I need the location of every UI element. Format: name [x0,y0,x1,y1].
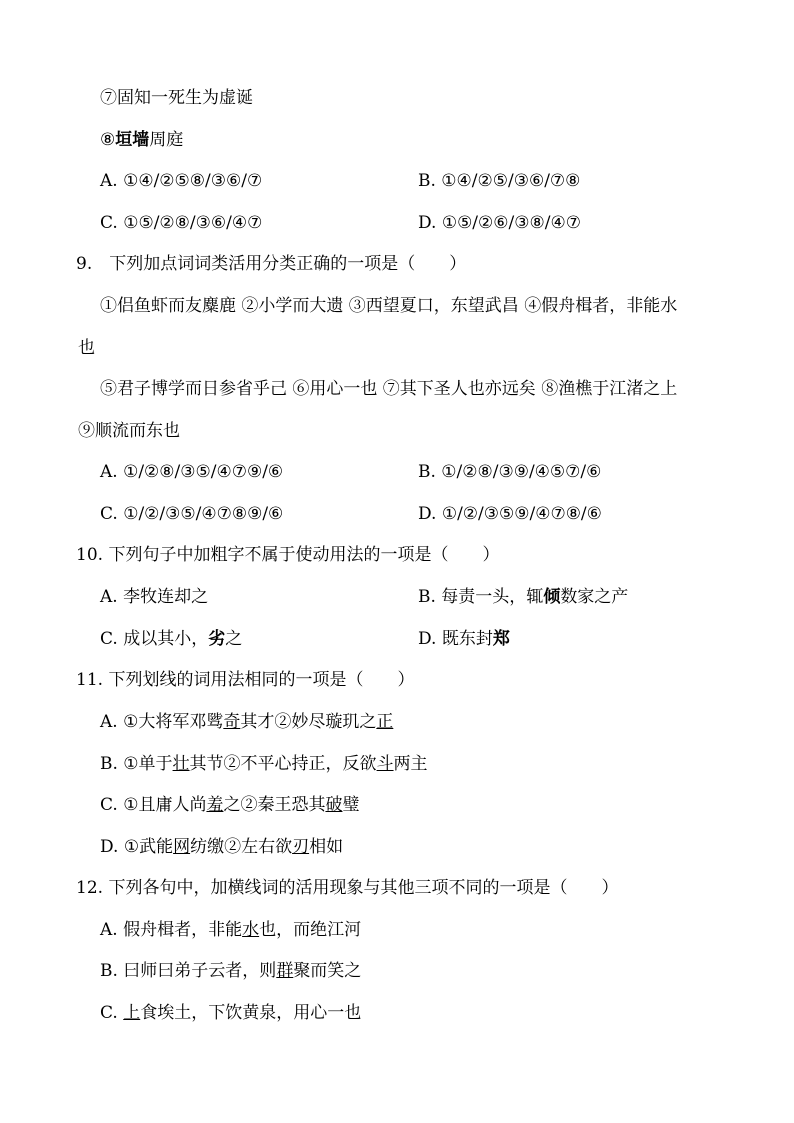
q9-option-c: C. ①/②/③⑤/④⑦⑧⑨/⑥ [100,504,284,524]
q11-option-c: C. ①且庸人尚羞之②秦王恐其破璧 [100,795,360,815]
underlined-word: 上 [123,1003,141,1023]
underlined-word: 刃 [292,837,310,857]
underlined-word: 网 [173,837,191,857]
underlined-word: 破 [325,795,343,815]
q12-option-b: B. 曰师曰弟子云者，则群聚而笑之 [100,961,362,981]
q9-option-b: B. ①/②⑧/③⑨/④⑤⑦/⑥ [418,462,602,482]
q10-option-d: D. 既东封郑 [418,629,510,649]
underlined-word: 水 [242,920,260,940]
q11-option-d: D. ①武能网纺缴②左右欲刃相如 [100,837,344,857]
q8-option-a: A. ①④/②⑤⑧/③⑥/⑦ [100,171,263,191]
q9-stem: 9. 下列加点词词类活用分类正确的一项是（ ） [76,254,467,274]
bold-word: 垣墙 [115,130,150,150]
q8-item-7: ⑦固知一死生为虚诞 [100,88,253,108]
q8-option-d: D. ①⑤/②⑥/③⑧/④⑦ [418,213,581,233]
q9-sentences-line-2: 也 [78,338,95,358]
underlined-word: 壮 [172,754,190,774]
bold-word: 劣 [208,629,226,649]
q11-stem: 11. 下列划线的词用法相同的一项是（ ） [76,670,415,690]
q8-option-b: B. ①④/②⑤/③⑥/⑦⑧ [418,171,581,191]
q10-option-a: A. 李牧连却之 [100,587,209,607]
bold-word: 倾 [543,587,561,607]
underlined-word: 羞 [206,795,224,815]
q8-item-8: ⑧垣墙周庭 [100,130,184,150]
q9-sentences-line-4: ⑨顺流而东也 [78,421,180,441]
underlined-word: 群 [276,961,294,981]
q12-option-c: C. 上食埃土，下饮黄泉，用心一也 [100,1003,362,1023]
q9-option-a: A. ①/②⑧/③⑤/④⑦⑨/⑥ [100,462,284,482]
q8-option-c: C. ①⑤/②⑧/③⑥/④⑦ [100,213,263,233]
q12-option-a: A. 假舟楫者，非能水也，而绝江河 [100,920,362,940]
q9-sentences-line-3: ⑤君子博学而日参省乎己 ⑥用心一也 ⑦其下圣人也亦远矣 ⑧渔樵于江渚之上 [100,379,678,399]
underlined-word: 斗 [376,754,394,774]
bold-word: 郑 [492,629,510,649]
underlined-word: 奇 [223,712,241,732]
q10-stem: 10. 下列句子中加粗字不属于使动用法的一项是（ ） [76,545,500,565]
q9-option-d: D. ①/②/③⑤⑨/④⑦⑧/⑥ [418,504,602,524]
underlined-word: 正 [376,712,394,732]
q12-stem: 12. 下列各句中，加横线词的活用现象与其他三项不同的一项是（ ） [76,878,619,898]
q11-option-a: A. ①大将军邓骘奇其才②妙尽璇玑之正 [100,712,394,732]
q10-option-c: C. 成以其小，劣之 [100,629,243,649]
q11-option-b: B. ①单于壮其节②不平心持正，反欲斗两主 [100,754,428,774]
q9-sentences-line-1: ①侣鱼虾而友麋鹿 ②小学而大遗 ③西望夏口，东望武昌 ④假舟楫者，非能水 [100,296,678,316]
q10-option-b: B. 每责一头，辄倾数家之产 [418,587,629,607]
